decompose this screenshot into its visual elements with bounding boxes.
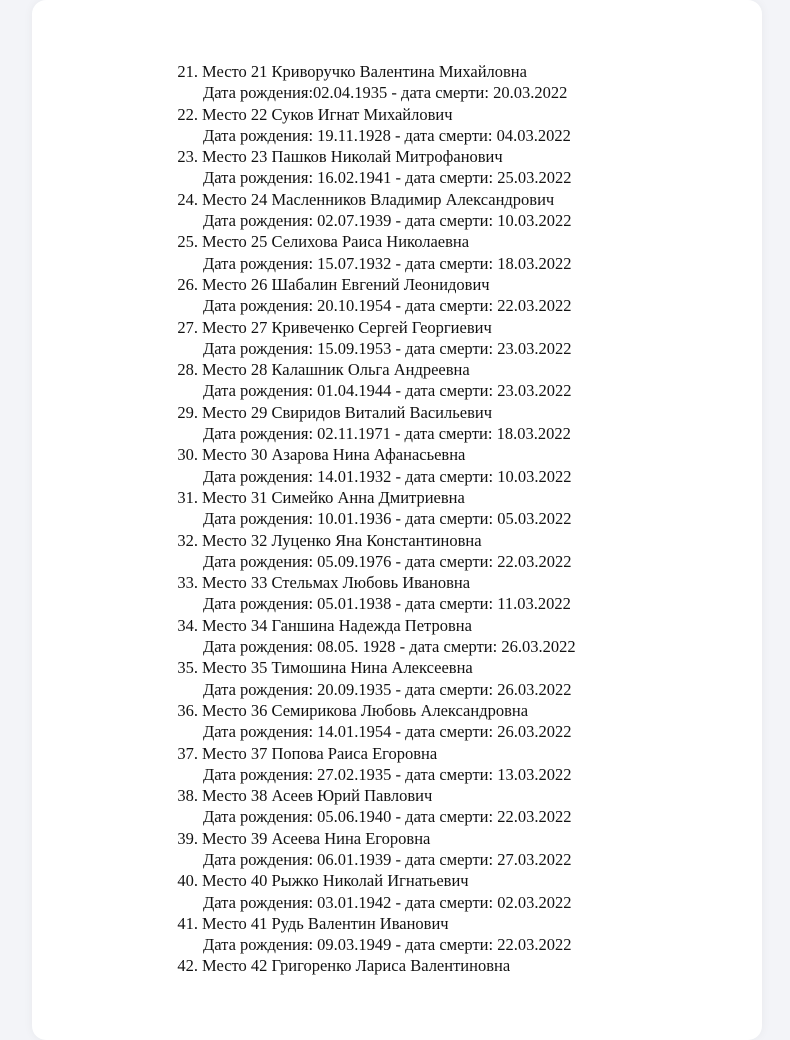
document-page — [32, 0, 762, 1040]
entry-name: Место 37 Попова Раиса Егоровна — [202, 743, 438, 763]
entry-dates: Дата рождения: 10.01.1936 - дата смерти: 05.03.2022 — [203, 509, 572, 529]
entry-dates: Дата рождения:02.04.1935 - дата смерти: 20.03.2022 — [203, 83, 568, 103]
list-item — [172, 828, 752, 871]
entry-name: Место 35 Тимошина Нина Алексеевна — [202, 658, 473, 678]
entry-dates: Дата рождения: 02.07.1939 - дата смерти: 10.03.2022 — [203, 211, 572, 231]
entry-dates: Дата рождения: 01.04.1944 - дата смерти: 23.03.2022 — [203, 381, 572, 401]
list-item — [172, 615, 752, 658]
entry-name-line — [172, 572, 752, 593]
list-item — [172, 274, 752, 317]
list-item — [172, 530, 752, 573]
entry-name: Место 30 Азарова Нина Афанасьевна — [202, 445, 466, 465]
entry-name: Место 38 Асеев Юрий Павлович — [202, 786, 433, 806]
entry-number: 22. — [177, 104, 198, 124]
entry-name-line — [172, 317, 752, 338]
entry-name-line — [172, 104, 752, 125]
entry-name: Место 40 Рыжко Николай Игнатьевич — [202, 871, 469, 891]
entry-name-line — [172, 615, 752, 636]
entry-name-line — [172, 359, 752, 380]
entry-name-line — [172, 743, 752, 764]
entry-number: 41. — [177, 913, 198, 933]
entry-name: Место 26 Шабалин Евгений Леонидович — [202, 274, 490, 294]
list-item — [172, 487, 752, 530]
entry-number: 31. — [177, 487, 198, 507]
list-item — [172, 317, 752, 360]
entry-dates: Дата рождения: 05.01.1938 - дата смерти: 11.03.2022 — [203, 594, 571, 614]
entry-name: Место 22 Суков Игнат Михайлович — [202, 104, 453, 124]
list-item — [172, 444, 752, 487]
entry-dates: Дата рождения: 09.03.1949 - дата смерти: 22.03.2022 — [203, 935, 572, 955]
entry-number: 23. — [177, 147, 198, 167]
entry-name: Место 29 Свиридов Виталий Васильевич — [202, 402, 492, 422]
entry-number: 34. — [177, 615, 198, 635]
list-item — [172, 657, 752, 700]
entry-number: 36. — [177, 700, 198, 720]
entry-name: Место 31 Симейко Анна Дмитриевна — [202, 487, 465, 507]
burial-list — [172, 61, 752, 977]
list-item — [172, 104, 752, 147]
entry-dates: Дата рождения: 16.02.1941 - дата смерти: 25.03.2022 — [203, 168, 572, 188]
entry-name: Место 36 Семирикова Любовь Александровна — [202, 700, 529, 720]
entry-name-line — [172, 444, 752, 465]
entry-name-line — [172, 828, 752, 849]
entry-name: Место 32 Луценко Яна Константиновна — [202, 530, 482, 550]
entry-name: Место 39 Асеева Нина Егоровна — [202, 828, 431, 848]
entry-name-line — [172, 146, 752, 167]
entry-dates: Дата рождения: 20.10.1954 - дата смерти: 22.03.2022 — [203, 296, 572, 316]
entry-name: Место 24 Масленников Владимир Александрович — [202, 189, 555, 209]
entry-number: 30. — [177, 445, 198, 465]
entry-name-line — [172, 657, 752, 678]
entry-name-line — [172, 231, 752, 252]
entry-name-line — [172, 189, 752, 210]
list-item — [172, 572, 752, 615]
entry-number: 35. — [177, 658, 198, 678]
entry-dates: Дата рождения: 27.02.1935 - дата смерти: 13.03.2022 — [203, 764, 572, 784]
entry-number: 28. — [177, 360, 198, 380]
list-item — [172, 870, 752, 913]
entry-name-line — [172, 487, 752, 508]
entry-name: Место 25 Селихова Раиса Николаевна — [202, 232, 470, 252]
entry-number: 25. — [177, 232, 198, 252]
entry-dates: Дата рождения: 05.09.1976 - дата смерти: 22.03.2022 — [203, 551, 572, 571]
entry-name: Место 42 Григоренко Лариса Валентиновна — [202, 956, 511, 976]
entry-number: 40. — [177, 871, 198, 891]
list-item — [172, 231, 752, 274]
entry-dates: Дата рождения: 05.06.1940 - дата смерти: 22.03.2022 — [203, 807, 572, 827]
entry-number: 29. — [177, 402, 198, 422]
entry-name-line — [172, 955, 752, 976]
entry-dates: Дата рождения: 19.11.1928 - дата смерти: 04.03.2022 — [203, 125, 571, 145]
list-item — [172, 61, 752, 104]
entry-number: 37. — [177, 743, 198, 763]
entry-name: Место 33 Стельмах Любовь Ивановна — [202, 573, 471, 593]
entry-number: 26. — [177, 274, 198, 294]
entry-number: 24. — [177, 189, 198, 209]
entry-dates: Дата рождения: 14.01.1932 - дата смерти: 10.03.2022 — [203, 466, 572, 486]
entry-dates: Дата рождения: 14.01.1954 - дата смерти: 26.03.2022 — [203, 722, 572, 742]
list-item — [172, 785, 752, 828]
entry-dates: Дата рождения: 08.05. 1928 - дата смерти: 26.03.2022 — [203, 637, 576, 657]
entry-dates: Дата рождения: 03.01.1942 - дата смерти: 02.03.2022 — [203, 892, 572, 912]
entry-name: Место 23 Пашков Николай Митрофанович — [202, 147, 503, 167]
entry-name-line — [172, 700, 752, 721]
entry-name-line — [172, 870, 752, 891]
entry-name-line — [172, 913, 752, 934]
list-item — [172, 700, 752, 743]
list-item — [172, 402, 752, 445]
list-item — [172, 189, 752, 232]
entry-dates: Дата рождения: 20.09.1935 - дата смерти: 26.03.2022 — [203, 679, 572, 699]
entry-number: 27. — [177, 317, 198, 337]
entry-number: 33. — [177, 573, 198, 593]
entry-name: Место 41 Рудь Валентин Иванович — [202, 913, 449, 933]
entry-dates: Дата рождения: 15.09.1953 - дата смерти: 23.03.2022 — [203, 338, 572, 358]
entry-number: 38. — [177, 786, 198, 806]
entry-dates: Дата рождения: 02.11.1971 - дата смерти: 18.03.2022 — [203, 424, 571, 444]
entry-number: 32. — [177, 530, 198, 550]
list-item — [172, 146, 752, 189]
entry-name-line — [172, 274, 752, 295]
list-item — [172, 955, 752, 976]
entry-number: 21. — [177, 62, 198, 81]
entry-number: 39. — [177, 828, 198, 848]
entry-name: Место 21 Криворучко Валентина Михайловна — [202, 62, 527, 81]
entry-dates: Дата рождения: 15.07.1932 - дата смерти: 18.03.2022 — [203, 253, 572, 273]
entry-name: Место 34 Ганшина Надежда Петровна — [202, 615, 472, 635]
entry-name-line — [172, 785, 752, 806]
entry-dates: Дата рождения: 06.01.1939 - дата смерти: 27.03.2022 — [203, 849, 572, 869]
entry-name-line — [172, 402, 752, 423]
entry-name: Место 27 Кривеченко Сергей Георгиевич — [202, 317, 492, 337]
entry-name-line — [172, 530, 752, 551]
entry-number: 42. — [177, 956, 198, 976]
list-item — [172, 913, 752, 956]
entry-name: Место 28 Калашник Ольга Андреевна — [202, 360, 470, 380]
entry-name-line — [172, 61, 752, 82]
list-item — [172, 743, 752, 786]
list-item — [172, 359, 752, 402]
